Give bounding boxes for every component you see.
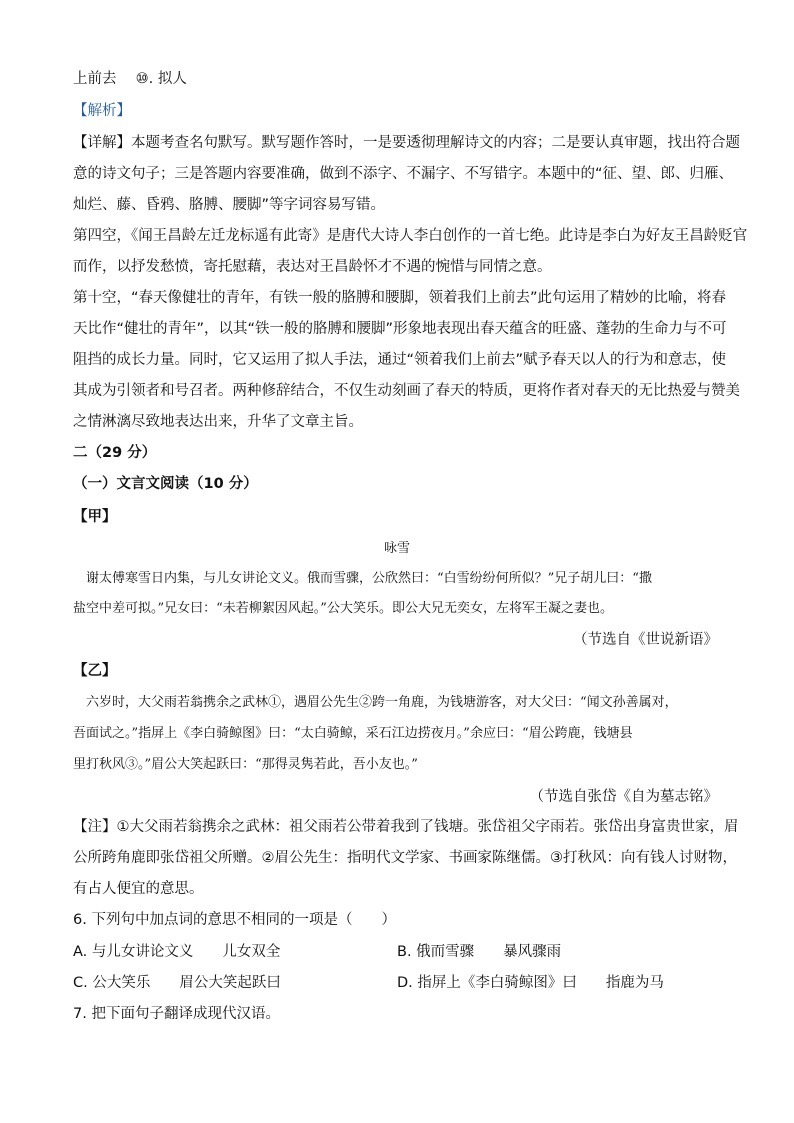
explanation-line: 【详解】本题考查名句默写。默写题作答时，一是要透彻理解诗文的内容；二是要认真审题，找出符合题: [73, 135, 740, 151]
answer-tail: 上前去 ⑩. 拟人: [73, 71, 187, 87]
explanation-line: 灿烂、藤、昏鸦、胳膊、腰脚”等字词容易写错。: [73, 197, 386, 213]
source-note: （节选自张岱《自为墓志铭》: [529, 789, 718, 805]
source-note: （节选自《世说新语》: [573, 632, 718, 648]
question-7: 7. 把下面句子翻译成现代汉语。: [73, 1006, 280, 1022]
analysis-heading: 【解析】: [73, 103, 131, 119]
passage-label-jia: 【甲】: [73, 509, 117, 525]
explanation-line: 天比作“健壮的青年”，以其“铁一般的胳膊和腰脚”形象地表现出春天蕴含的旺盛、蓬勃的生命力与不可: [73, 321, 727, 337]
subsection-heading: （一）文言文阅读（10 分）: [73, 476, 258, 492]
annotation-line: 公所跨角鹿即张岱祖父所赠。②眉公先生：指明代文学家、书画家陈继儒。③打秋风：向有钱人讨财物，: [73, 850, 737, 866]
section-heading: 二（29 分）: [73, 445, 157, 461]
explanation-line: 意的诗文句子；三是答题内容要准确，做到不添字、不漏字、不写错字。本题中的“征、望、郎、归雁、: [73, 166, 734, 182]
passage-jia-line: 盐空中差可拟。”兄女曰：“未若柳絮因风起。”公大笑乐。即公大兄无奕女，左将军王凝之妻也。: [73, 601, 613, 616]
passage-yi-line: 吾面试之。”指屏上《李白骑鲸图》曰：“太白骑鲸，采石江边捞夜月。”余应曰：“眉公跨鹿，钱塘县: [73, 726, 633, 741]
annotation-line: 有占人便宜的意思。: [73, 881, 204, 897]
explanation-line: 而作，以抒发愁愤，寄托慰藉，表达对王昌龄怀才不遇的惋惜与同情之意。: [73, 259, 552, 275]
question-6: 6. 下列句中加点词的意思不相同的一项是（ ）: [73, 912, 396, 928]
option-c: C. 公大笑乐 眉公大笑起跃曰: [73, 975, 281, 991]
explanation-line: 其成为引领者和号召者。两种修辞结合，不仅生动刻画了春天的特质，更将作者对春天的无比热爱与赞美: [73, 383, 740, 399]
passage-jia-line: 谢太傅寒雪日内集，与儿女讲论文义。俄而雪骤，公欣然曰：“白雪纷纷何所似？”兄子胡儿曰：“撒: [73, 571, 652, 586]
annotation-line: 【注】①大父雨若翁携余之武林：祖父雨若公带着我到了钱塘。张岱祖父字雨若。张岱出身富贵世家，眉: [73, 819, 739, 835]
passage-yi-line: 六岁时，大父雨若翁携余之武林①，遇眉公先生②跨一角鹿，为钱塘游客，对大父曰：“闻文孙善属对，: [73, 695, 678, 710]
passage-yi-line: 里打秋风③。”眉公大笑起跃曰：“那得灵隽若此，吾小友也。”: [73, 757, 418, 772]
poem-title: 咏雪: [383, 541, 410, 556]
explanation-line: 之情淋漓尽致地表达出来，升华了文章主旨。: [73, 414, 363, 430]
explanation-line: 第十空，“春天像健壮的青年，有铁一般的胳膊和腰脚，领着我们上前去”此句运用了精妙的比喻，将春: [73, 290, 727, 306]
passage-label-yi: 【乙】: [73, 663, 117, 679]
option-b: B. 俄而雪骤 暴风骤雨: [397, 944, 562, 960]
option-a: A. 与儿女讲论文义 儿女双全: [73, 944, 281, 960]
explanation-line: 阻挡的成长力量。同时，它又运用了拟人手法，通过“领着我们上前去”赋予春天以人的行为和意志，使: [73, 352, 727, 368]
option-d: D. 指屏上《李白骑鲸图》曰 指鹿为马: [397, 975, 664, 991]
explanation-line: 第四空，《闻王昌龄左迁龙标遥有此寄》是唐代大诗人李白创作的一首七绝。此诗是李白为好友王昌龄贬官: [73, 228, 748, 244]
